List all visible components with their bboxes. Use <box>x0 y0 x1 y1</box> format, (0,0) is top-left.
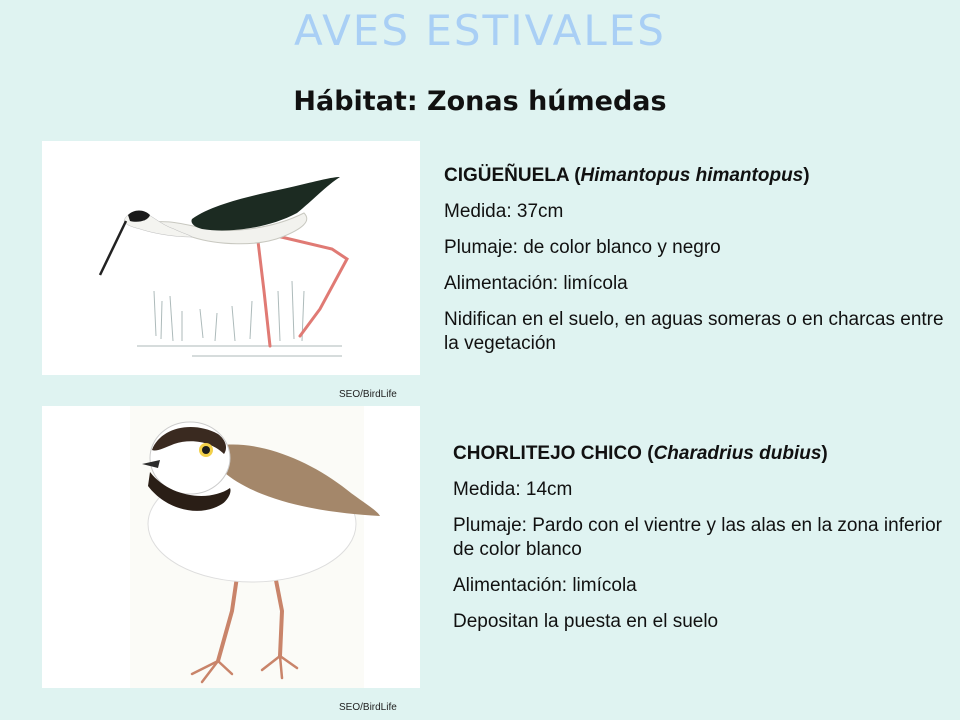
plover-illustration <box>42 406 420 688</box>
bird-name: CHORLITEJO CHICO <box>453 443 642 464</box>
scientific-name: Himantopus himantopus <box>580 165 804 186</box>
bird-size: Medida: 14cm <box>453 479 573 500</box>
bird-heading: CIGÜEÑUELA (Himantopus himantopus) <box>444 165 810 186</box>
bird-plumage: Plumaje: de color blanco y negro <box>444 237 721 258</box>
photo-credit: SEO/BirdLife <box>339 702 397 713</box>
bird-feeding: Alimentación: limícola <box>453 575 637 596</box>
slide-title: AVES ESTIVALES <box>294 6 666 55</box>
stilt-info <box>444 164 944 368</box>
scientific-name: Charadrius dubius <box>653 443 822 464</box>
bird-name: CIGÜEÑUELA <box>444 165 569 186</box>
bird-size: Medida: 37cm <box>444 201 564 222</box>
photo-credit: SEO/BirdLife <box>339 389 397 400</box>
stilt-illustration <box>42 141 420 375</box>
bird-feeding: Alimentación: limícola <box>444 273 628 294</box>
bird-plumage: Plumaje: Pardo con el vientre y las alas en la zona inferior de color blanco <box>453 515 942 560</box>
plover-info <box>453 442 943 646</box>
slide-subtitle: Hábitat: Zonas húmedas <box>293 86 667 117</box>
bird-nesting: Nidifican en el suelo, en aguas someras o en charcas entre la vegetación <box>444 309 944 354</box>
bird-nesting: Depositan la puesta en el suelo <box>453 611 719 632</box>
bird-heading: CHORLITEJO CHICO (Charadrius dubius) <box>453 443 828 464</box>
